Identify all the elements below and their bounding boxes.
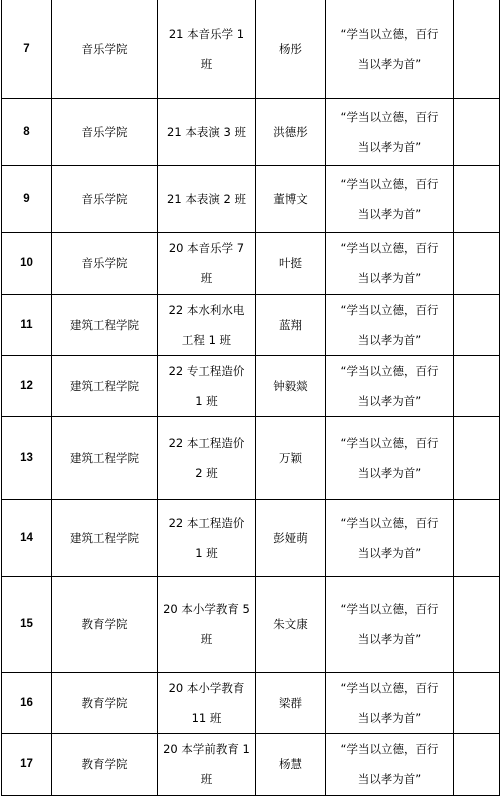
class-line: 2 班 — [195, 465, 218, 480]
student-name-cell: 梁群 — [256, 672, 326, 733]
theme-cell — [326, 499, 454, 576]
class-line: 班 — [200, 632, 213, 646]
award-table — [1, 0, 500, 796]
student-name-cell: 董博文 — [256, 165, 326, 232]
empty-cell — [454, 232, 500, 294]
class-line: 20 本音乐学 7 — [168, 241, 245, 255]
theme-line: 当以孝为首” — [357, 772, 422, 786]
empty-cell — [454, 355, 500, 416]
theme-cell — [326, 576, 454, 672]
theme-line: “学当以立德，百行 — [340, 176, 439, 191]
theme-line: 当以孝为首” — [357, 710, 422, 725]
theme-cell — [326, 733, 454, 795]
class-cell — [158, 499, 256, 576]
class-line: 11 班 — [191, 710, 222, 725]
college-cell: 建筑工程学院 — [52, 416, 158, 499]
student-name-cell: 蓝翔 — [256, 294, 326, 355]
theme-line: 当以孝为首” — [357, 271, 422, 285]
student-name-cell: 叶挺 — [256, 232, 326, 294]
college-cell: 音乐学院 — [52, 98, 158, 165]
theme-line: 当以孝为首” — [357, 632, 422, 646]
class-cell — [158, 98, 256, 165]
student-name-cell: 杨慧 — [256, 733, 326, 795]
table-row — [2, 294, 500, 355]
class-line: 22 本工程造价 — [168, 515, 245, 530]
empty-cell — [454, 733, 500, 795]
class-cell — [158, 0, 256, 98]
table-row — [2, 165, 500, 232]
theme-cell — [326, 294, 454, 355]
class-line: 21 本表演 3 班 — [167, 124, 246, 139]
college-cell: 音乐学院 — [52, 232, 158, 294]
theme-cell — [326, 672, 454, 733]
theme-line: “学当以立德，百行 — [340, 515, 439, 530]
theme-cell — [326, 355, 454, 416]
college-cell: 建筑工程学院 — [52, 499, 158, 576]
theme-cell — [326, 98, 454, 165]
college-cell: 建筑工程学院 — [52, 294, 158, 355]
table-row — [2, 355, 500, 416]
table-row — [2, 98, 500, 165]
row-number: 7 — [2, 0, 52, 98]
theme-cell — [326, 416, 454, 499]
theme-line: “学当以立德，百行 — [340, 363, 439, 378]
class-line: 22 本工程造价 — [168, 435, 245, 450]
class-line: 工程 1 班 — [181, 332, 232, 347]
class-cell — [158, 672, 256, 733]
table-row — [2, 576, 500, 672]
row-number: 11 — [2, 294, 52, 355]
class-cell — [158, 165, 256, 232]
row-number: 15 — [2, 576, 52, 672]
college-cell: 教育学院 — [52, 672, 158, 733]
class-line: 22 本水利水电 — [168, 302, 245, 317]
class-cell — [158, 576, 256, 672]
empty-cell — [454, 576, 500, 672]
theme-line: 当以孝为首” — [357, 393, 422, 408]
row-number: 12 — [2, 355, 52, 416]
class-line: 班 — [200, 271, 213, 285]
student-name-cell: 彭娅萌 — [256, 499, 326, 576]
row-number: 13 — [2, 416, 52, 499]
table-row — [2, 0, 500, 98]
student-name-cell: 钟毅燚 — [256, 355, 326, 416]
empty-cell — [454, 165, 500, 232]
row-number: 17 — [2, 733, 52, 795]
student-name-cell: 杨彤 — [256, 0, 326, 98]
theme-line: 当以孝为首” — [357, 56, 422, 71]
class-cell — [158, 355, 256, 416]
row-number: 16 — [2, 672, 52, 733]
student-name-cell: 朱文康 — [256, 576, 326, 672]
class-line: 21 本表演 2 班 — [167, 191, 246, 206]
theme-line: “学当以立德，百行 — [340, 302, 439, 317]
class-line: 20 本学前教育 1 — [163, 742, 250, 756]
theme-line: 当以孝为首” — [357, 139, 422, 154]
class-line: 22 专工程造价 — [168, 363, 245, 378]
class-line: 21 本音乐学 1 — [168, 26, 245, 41]
theme-line: 当以孝为首” — [357, 545, 422, 560]
theme-cell — [326, 232, 454, 294]
college-cell: 音乐学院 — [52, 165, 158, 232]
class-line: 1 班 — [195, 393, 218, 408]
table-row — [2, 733, 500, 795]
college-cell: 建筑工程学院 — [52, 355, 158, 416]
table-row — [2, 499, 500, 576]
empty-cell — [454, 672, 500, 733]
theme-line: 当以孝为首” — [357, 206, 422, 221]
class-line: 1 班 — [195, 545, 218, 560]
class-cell — [158, 733, 256, 795]
empty-cell — [454, 0, 500, 98]
class-cell — [158, 232, 256, 294]
empty-cell — [454, 416, 500, 499]
table-row — [2, 416, 500, 499]
empty-cell — [454, 499, 500, 576]
table-row — [2, 672, 500, 733]
class-line: 20 本小学教育 5 — [163, 602, 250, 616]
table-row — [2, 232, 500, 294]
college-cell: 教育学院 — [52, 733, 158, 795]
theme-line: 当以孝为首” — [357, 465, 422, 480]
theme-cell — [326, 0, 454, 98]
theme-line: “学当以立德，百行 — [340, 26, 439, 41]
class-line: 20 本小学教育 — [168, 680, 245, 695]
student-name-cell: 洪德彤 — [256, 98, 326, 165]
theme-line: “学当以立德，百行 — [340, 680, 439, 695]
class-cell — [158, 416, 256, 499]
theme-line: “学当以立德，百行 — [340, 742, 439, 756]
theme-line: 当以孝为首” — [357, 332, 422, 347]
class-line: 班 — [200, 56, 213, 71]
empty-cell — [454, 98, 500, 165]
row-number: 9 — [2, 165, 52, 232]
empty-cell — [454, 294, 500, 355]
row-number: 10 — [2, 232, 52, 294]
class-line: 班 — [200, 772, 213, 786]
theme-line: “学当以立德，百行 — [340, 109, 439, 124]
award-table-body — [2, 0, 500, 795]
theme-line: “学当以立德，百行 — [340, 435, 439, 450]
college-cell: 音乐学院 — [52, 0, 158, 98]
class-cell — [158, 294, 256, 355]
row-number: 8 — [2, 98, 52, 165]
theme-cell — [326, 165, 454, 232]
student-name-cell: 万颖 — [256, 416, 326, 499]
row-number: 14 — [2, 499, 52, 576]
theme-line: “学当以立德，百行 — [340, 241, 439, 255]
college-cell: 教育学院 — [52, 576, 158, 672]
theme-line: “学当以立德，百行 — [340, 602, 439, 616]
